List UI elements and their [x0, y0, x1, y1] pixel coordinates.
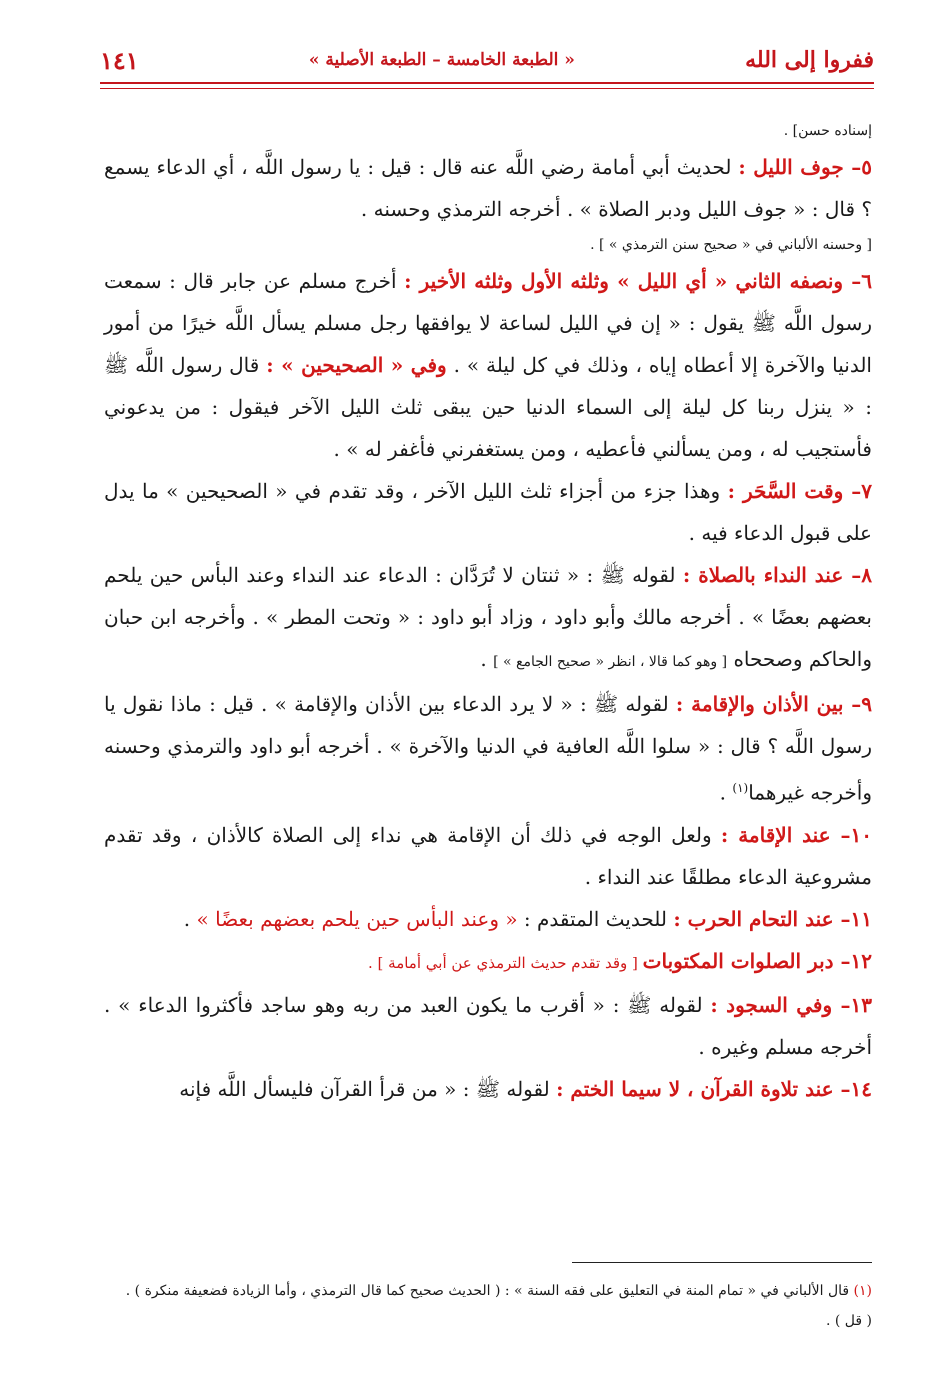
book-title: ففروا إلى الله	[745, 47, 874, 73]
text: لقوله ﷺ : « لا يرد الدعاء بين الأذان والإقامة » . قيل : ماذا نقول يا رسول اللَّه ؟ قال : « سلوا اللَّه العافية في الدنيا والآخرة » . أخرجه أبو داود والترمذي وحسنه وأخرجه غيرهما	[104, 692, 872, 805]
text: ولعل الوجه في ذلك أن الإقامة هي نداء إلى الصلاة كالأذان ، وقد تقدم مشروعية الدعاء مطلقًا عند النداء .	[104, 822, 872, 889]
text: .	[719, 780, 733, 805]
footnote-line	[104, 1306, 872, 1336]
page-number: ١٤١	[100, 45, 139, 75]
text: [ وحسنه الألباني في « صحيح سنن الترمذي » ] .	[590, 237, 872, 253]
text: قال رسول اللَّه ﷺ : « ينزل ربنا كل ليلة إلى السماء الدنيا حين يبقى ثلث الليل الآخر فيقول : من يدعوني فأستجيب له ، ومن يسألني فأعطيه ، ومن يستغفرني فأغفر له » .	[104, 353, 872, 461]
text: لقوله ﷺ : « من قرأ القرآن فليسأل اللَّه فإنه	[179, 1076, 557, 1101]
quote: « وعند البأس حين يلحم بعضهم بعضًا »	[196, 906, 524, 931]
section-heading: ١١– عند التحام الحرب :	[673, 906, 872, 931]
footnote-ref: (١)	[732, 781, 749, 795]
paragraph	[104, 470, 872, 554]
text: وهذا جزء من أجزاء ثلث الليل الآخر ، وقد تقدم في « الصحيحين » ما يدل على قبول الدعاء فيه .	[104, 479, 872, 545]
paragraph	[104, 814, 872, 898]
text: إسناده حسن] .	[783, 123, 872, 139]
footnote-line	[104, 1276, 872, 1306]
citation-note: [ وقد تقدم حديث الترمذي عن أبي أمامة ] .	[368, 953, 643, 972]
section-heading: ٨– عند النداء بالصلاة :	[682, 563, 873, 587]
text: أخرج مسلم عن جابر قال : سمعت رسول اللَّه ﷺ يقول : « إن في الليل لساعة لا يوافقها رجل مسلم يسأل اللَّه خيرًا من أمور الدنيا والآخرة إلا أعطاه إياه ، وذلك في كل ليلة » .	[104, 269, 872, 377]
footnote-text: قال الألباني في « تمام المنة في التعليق على فقه السنة » : ( الحديث صحيح كما قال الترمذي ، وأما الزيادة فضعيفة منكرة ) .	[125, 1283, 854, 1299]
paragraph	[104, 554, 872, 683]
footnote-rule	[572, 1262, 872, 1263]
page-body	[104, 116, 872, 1110]
section-heading: ٥– جوف الليل :	[738, 155, 872, 179]
footnote-mark: (١)	[853, 1283, 872, 1299]
text: .	[480, 647, 494, 671]
text: .	[183, 906, 197, 931]
paragraph	[104, 260, 872, 470]
text: للحديث المتقدم :	[523, 906, 674, 931]
text: لقوله ﷺ : « أقرب ما يكون العبد من ربه وهو ساجد فأكثروا الدعاء » . أخرجه مسلم وغيره .	[104, 992, 872, 1059]
section-heading: ١٠– عند الإقامة :	[720, 822, 872, 847]
section-heading: ١٣– وفي السجود :	[710, 992, 872, 1017]
footnote	[104, 1276, 872, 1336]
paragraph	[104, 1068, 872, 1110]
paragraph	[104, 146, 872, 230]
section-heading: ٦– ونصفه الثاني « أي الليل » وثلثه الأول وثلثه الأخير :	[404, 269, 872, 293]
citation-note	[104, 230, 872, 260]
citation-note: [ وهو كما قالا ، انظر « صحيح الجامع » ]	[493, 654, 728, 670]
paragraph	[104, 898, 872, 940]
section-heading: وفي « الصحيحين » :	[266, 353, 447, 377]
header-rule-thick	[100, 82, 874, 84]
paragraph	[104, 984, 872, 1068]
paragraph	[104, 683, 872, 814]
edition-label: « الطبعة الخامسة – الطبعة الأصلية »	[308, 50, 575, 70]
text: لقوله ﷺ : « ثنتان لا تُرَدَّان : الدعاء عند النداء وعند البأس حين يلحم بعضهم بعضًا » . أخرجه مالك وأبو داود ، وزاد أبو داود : « وتحت المطر » . وأخرجه ابن حبان والحاكم وصححاه	[104, 563, 872, 671]
section-heading: ١٢– دبر الصلوات المكتوبات	[642, 948, 872, 973]
header-rule-thin	[100, 88, 874, 89]
section-heading: ٩– بين الأذان والإقامة :	[675, 692, 873, 716]
paragraph	[104, 940, 872, 984]
section-heading: ١٤– عند تلاوة القرآن ، لا سيما الختم :	[556, 1076, 872, 1101]
paragraph	[104, 116, 872, 146]
page-header	[100, 40, 874, 80]
section-heading: ٧– وقت السَّحَر :	[727, 479, 872, 503]
text: لحديث أبي أمامة رضي اللَّه عنه قال : قيل : يا رسول اللَّه ، أي الدعاء يسمع ؟ قال : « جوف الليل ودبر الصلاة » . أخرجه الترمذي وحسنه .	[104, 155, 872, 221]
footnote-text: ( قل ) .	[825, 1313, 872, 1329]
